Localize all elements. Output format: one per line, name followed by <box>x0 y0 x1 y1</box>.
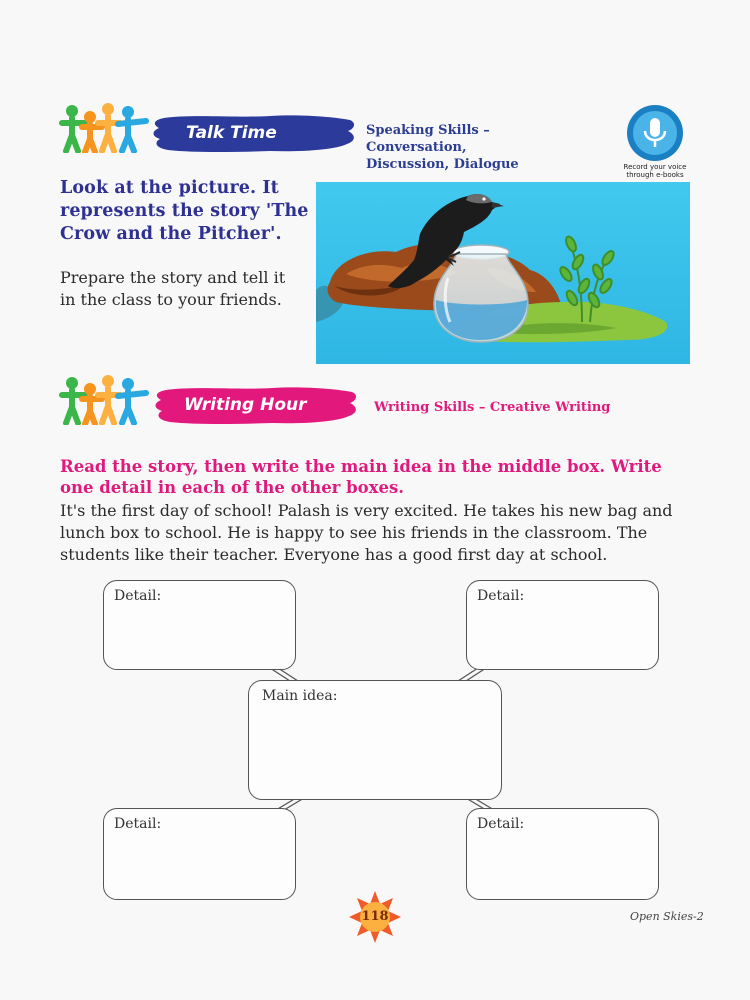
detail-box-bottom-right[interactable] <box>466 808 659 900</box>
instruction-line1: Prepare the story and tell it <box>60 268 286 287</box>
heading-line2: represents the story 'The <box>60 201 309 221</box>
detail-box-bottom-left[interactable] <box>103 808 296 900</box>
mic-caption-line2: through e-books <box>626 171 684 179</box>
detail-box-top-left[interactable] <box>103 580 296 670</box>
detail-label: Detail: <box>477 588 525 604</box>
speaking-skills-line1: Speaking Skills – <box>366 123 490 138</box>
detail-box-top-right[interactable] <box>466 580 659 670</box>
writing-skills: Writing Skills – Creative Writing <box>374 400 611 415</box>
main-idea-label: Main idea: <box>262 688 338 704</box>
story-line3: students like their teacher. Everyone has a good first day at school. <box>60 545 608 564</box>
page-number: 118 <box>361 909 389 924</box>
story-line1: It's the first day of school! Palash is very excited. He takes his new bag and <box>60 501 673 520</box>
writing-hour-label: Writing Hour <box>184 395 307 415</box>
instruction-line2: in the class to your friends. <box>60 290 282 309</box>
detail-label: Detail: <box>114 588 162 604</box>
detail-label: Detail: <box>114 816 162 832</box>
instruction-heading-line2: one detail in each of the other boxes. <box>60 478 405 497</box>
talk-time-label: Talk Time <box>186 123 277 143</box>
instruction-heading-line1: Read the story, then write the main idea in the middle box. Write <box>60 457 662 476</box>
story-line2: lunch box to school. He is happy to see his friends in the classroom. The <box>60 523 648 542</box>
mic-caption-line1: Record your voice <box>623 163 687 171</box>
page-number-badge <box>348 890 402 944</box>
heading-line3: Crow and the Pitcher'. <box>60 224 282 244</box>
speaking-skills-line2: Conversation, <box>366 140 467 155</box>
detail-label: Detail: <box>477 816 525 832</box>
speaking-skills-line3: Discussion, Dialogue <box>366 157 519 172</box>
book-title: Open Skies-2 <box>630 910 704 923</box>
heading-line1: Look at the picture. It <box>60 178 279 198</box>
main-idea-box[interactable] <box>248 680 502 800</box>
